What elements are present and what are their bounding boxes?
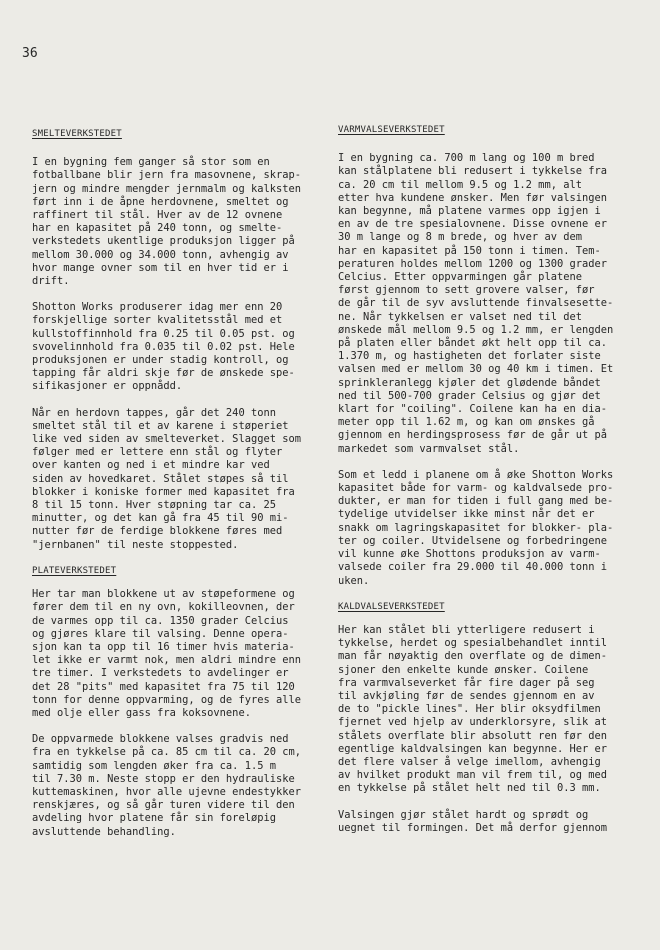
paragraph: Her kan stålet bli ytterligere redusert i tykkelse, herdet og spesialbehandlet inntil man får nøyaktig den overflate og de dimen- sjoner den enkelte kunde ønsker. Coilene fra varmvalseverket får fire dager på seg til avkjøling før de sendes gjennom en av de to "pickle lines". Her blir oksydfilmen fjernet ved hjelp av underklorsyre, slik at stålets overflate blir absolutt ren før den egentlige kaldvalsingen kan begynne. Her er det flere valser å velge imellom, avhengig av hvilket produkt man vil frem til, og med en tykkelse på stålet helt ned til 0.3 mm. — [338, 623, 607, 795]
section-heading-kaldvalseverkstedet: KALDVALSEVERKSTEDET — [338, 601, 445, 612]
paragraph: Shotton Works produserer idag mer enn 20 forskjellige sorter kvalitetsstål med et kullstoffinnhold fra 0.25 til 0.05 pst. og svovelinnhold fra 0.035 til 0.02 pst. Hele produksjonen er under stadig kontroll, og tapping får aldri skje før de ønskede spe- sifikasjoner er oppnådd. — [32, 301, 295, 393]
paragraph: Når en herdovn tappes, går det 240 tonn smeltet stål til et av karene i støperiet like ved siden av smelteverket. Slagget som følger med er lettere enn stål og flyter over kanten og ned i et mindre kar ved siden av hovedkaret. Stålet støpes så til blokker i koniske former med kapasitet fra 8 til 15 tonn. Hver støpning tar ca. 25 minutter, og det kan gå fra 45 til 90 mi- nutter før de ferdige blokkene føres med "jernbanen" til neste stoppested. — [32, 406, 301, 551]
page-number: 36 — [22, 46, 38, 61]
paragraph: Valsingen gjør stålet hardt og sprødt og uegnet til formingen. Det må derfor gjennom — [338, 808, 607, 834]
section-heading-plateverkstedet: PLATEVERKSTEDET — [32, 565, 117, 576]
paragraph: I en bygning fem ganger så stor som en fotballbane blir jern fra masovnene, skrap- jern og mindre mengder jernmalm og kalksten ført inn i de åpne herdovnene, smeltet og raffinert til stål. Hver av de 12 ovnene har en kapasitet på 240 tonn, og smelte- verkstedets ukentlige produksjon ligger på mellom 30.000 og 34.000 tonn, avhengig av hvor mange ovner som til en hver tid er i drift. — [32, 156, 301, 288]
paragraph: Som et ledd i planene om å øke Shotton Works kapasitet både for varm- og kaldvalsede pro- dukter, er man for tiden i full gang med be- tydelige utvidelser ikke minst når det er snakk om lagringskapasitet for blokker- pla- ter og coiler. Utvidelsene og forbedringene vil kunne øke Shottons produksjon av varm- valsede coiler fra 29.000 til 40.000 tonn i uken. — [338, 468, 614, 587]
right-column — [338, 125, 628, 848]
paragraph: De oppvarmede blokkene valses gradvis ned fra en tykkelse på ca. 85 cm til ca. 20 cm, samtidig som lengden øker fra ca. 1.5 m til 7.30 m. Neste stopp er den hydrauliske kuttemaskinen, hvor alle ujevne endestykker renskjæres, og så går turen videre til den avdeling hvor platene får sin foreløpig avsluttende behandling. — [32, 733, 301, 838]
paragraph: Her tar man blokkene ut av støpeformene og fører dem til en ny ovn, kokilleovnen, der de varmes opp til ca. 1350 grader Celcius og gjøres klare til valsing. Denne opera- sjon kan ta opp til 16 timer hvis materia- let ikke er varmt nok, men aldri mindre enn tre timer. I verkstedets to avdelinger er det 28 "pits" med kapasitet fra 75 til 120 tonn for denne oppvarming, og de fyres alle med olje eller gass fra koksovnene. — [32, 588, 301, 719]
section-heading-smelteverkstedet: SMELTEVERKSTEDET — [32, 129, 122, 139]
section-heading-varmvalseverkstedet: VARMVALSEVERKSTEDET — [338, 125, 445, 135]
paragraph: I en bygning ca. 700 m lang og 100 m bred kan stålplatene bli redusert i tykkelse fra ca. 20 cm til mellom 9.5 og 1.2 mm, alt etter hva kundene ønsker. Men før valsingen kan begynne, må platene varmes opp igjen i en av de tre spesialovnene. Disse ovnene er 30 m lange og 8 m brede, og hver av dem har en kapasitet på 150 tonn i timen. Tem- peraturen holdes mellom 1200 og 1300 grader Celcius. Etter oppvarmingen går platene først gjennom to sett grovere valser, før de går til de syv avsluttende finvalsesette- ne. Når tykkelsen er valset ned til det ønskede mål mellom 9.5 og 1.2 mm, er lengden på platen eller båndet økt helt opp til ca. 1.370 m, og hastigheten det forlater siste valsen med er mellom 30 og 40 km i timen. Et sprinkleranlegg kjøler det glødende båndet ned til 500-700 grader Celsius og gjør det klart for "coiling". Coilene kan ha en dia- meter opp til 1.62 m, og kan om ønskes gå gjennom en herdingsprosess før de går ut på markedet som varmvalset stål. — [338, 152, 614, 455]
left-column — [32, 128, 315, 852]
